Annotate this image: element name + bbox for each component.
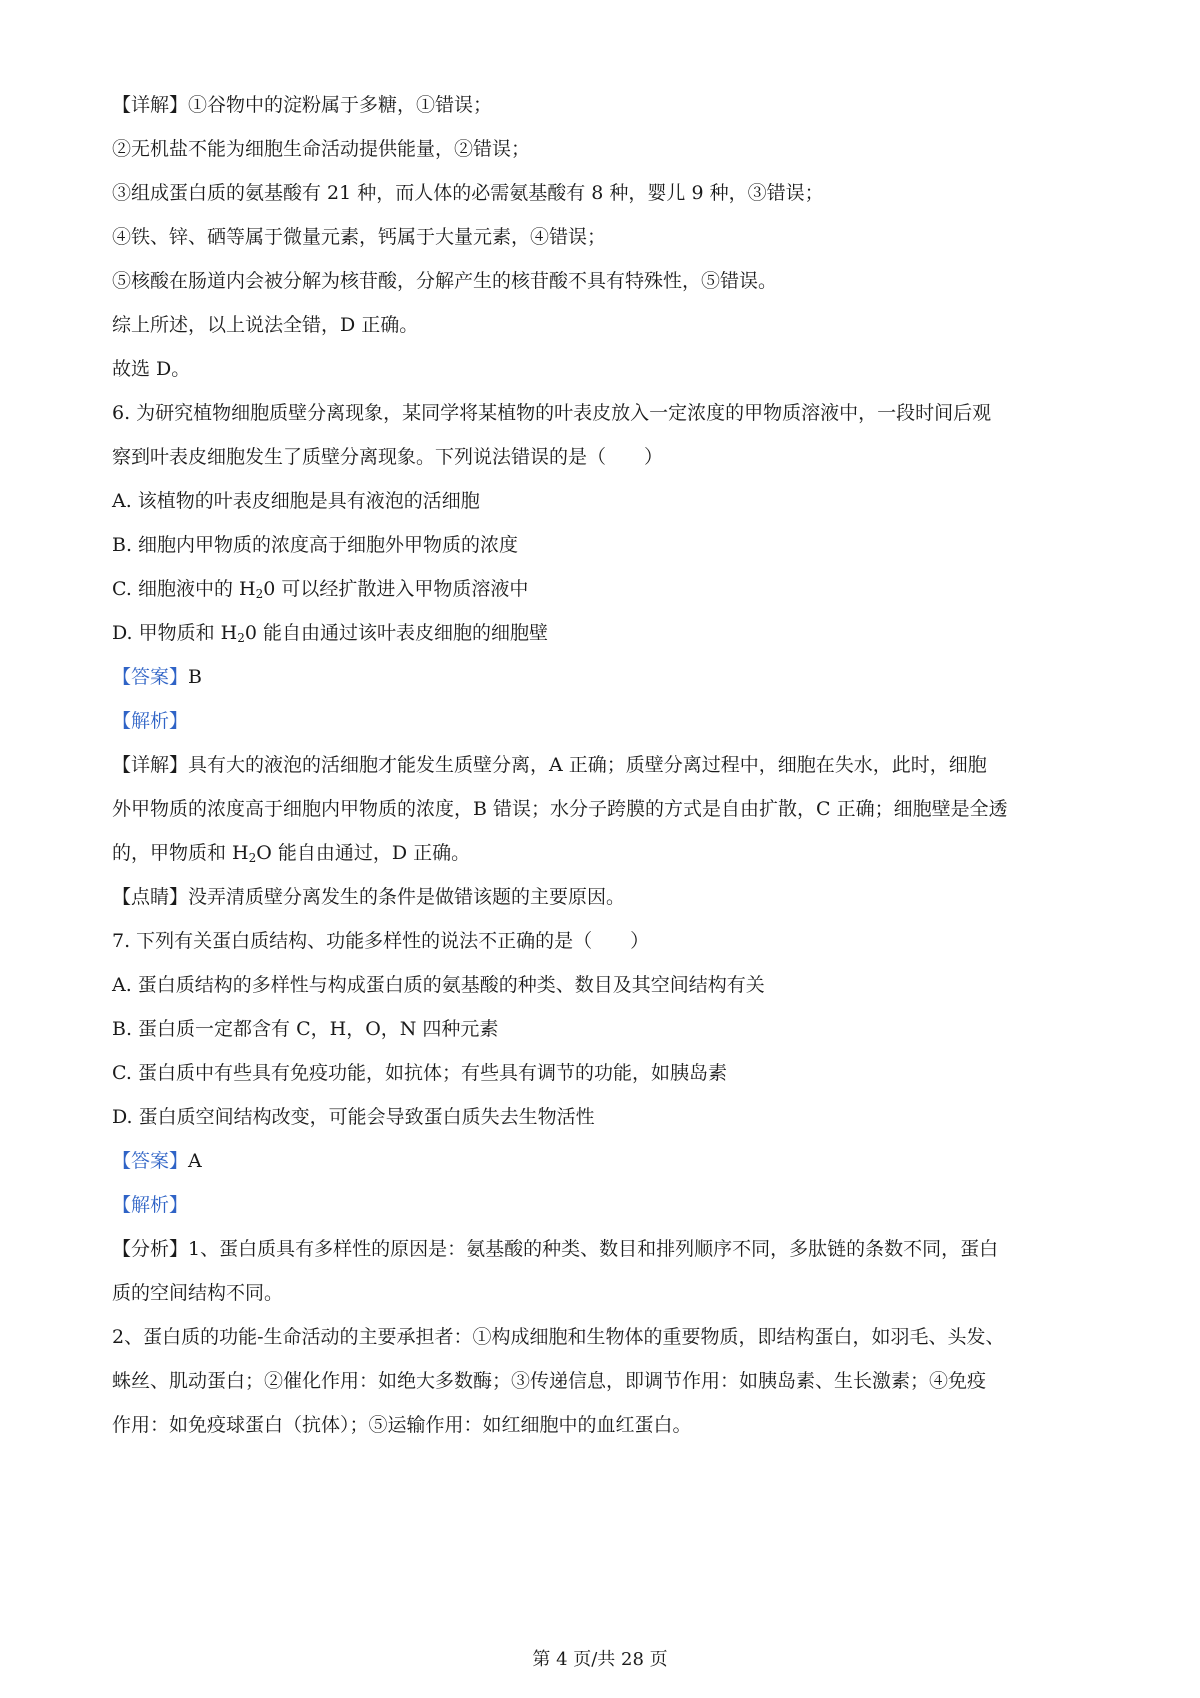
question-6-detail-2: 外甲物质的浓度高于细胞内甲物质的浓度，B 错误；水分子跨膜的方式是自由扩散，C 正确；细胞壁是全透 [112, 798, 1008, 820]
question-7-option-c: C. 蛋白质中有些具有免疫功能，如抗体；有些具有调节的功能，如胰岛素 [112, 1062, 727, 1084]
question-6-option-d: D. 甲物质和 $H_20$ 能自由通过该叶表皮细胞的细胞壁 [112, 622, 549, 645]
detail-line-3: ③组成蛋白质的氨基酸有 21 种，而人体的必需氨基酸有 8 种，婴儿 9 种，③错误； [112, 182, 824, 204]
summary-line: 综上所述，以上说法全错，D 正确。 [112, 314, 419, 336]
question-6-stem-2: 察到叶表皮细胞发生了质壁分离现象。下列说法错误的是（ ） [112, 446, 664, 468]
question-6-analysis-label: 【解析】 [112, 710, 189, 732]
detail-line-5: ⑤核酸在肠道内会被分解为核苷酸，分解产生的核苷酸不具有特殊性，⑤错误。 [112, 270, 778, 292]
answer-label: 【答案】 [112, 1150, 189, 1172]
question-6-stem-1: 6. 为研究植物细胞质壁分离现象，某同学将某植物的叶表皮放入一定浓度的甲物质溶液中，一段时间后观 [112, 402, 992, 424]
question-6-tip: 【点睛】没弄清质壁分离发生的条件是做错该题的主要原因。 [112, 886, 626, 908]
detail-line-4: ④铁、锌、硒等属于微量元素，钙属于大量元素，④错误； [112, 226, 607, 248]
question-7-option-a: A. 蛋白质结构的多样性与构成蛋白质的氨基酸的种类、数目及其空间结构有关 [112, 974, 765, 996]
question-7-analysis-1: 【分析】1、蛋白质具有多样性的原因是：氨基酸的种类、数目和排列顺序不同，多肽链的条数不同，蛋白 [112, 1238, 999, 1260]
question-6-option-c: C. 细胞液中的 $H_20$ 可以经扩散进入甲物质溶液中 [112, 578, 529, 601]
question-7-option-b: B. 蛋白质一定都含有 C，H，O，N 四种元素 [112, 1018, 499, 1040]
question-7-option-d: D. 蛋白质空间结构改变，可能会导致蛋白质失去生物活性 [112, 1106, 595, 1128]
question-6-detail-3: 的，甲物质和 $H_2O$ 能自由通过，D 正确。 [112, 842, 471, 865]
question-7-analysis-3: 2、蛋白质的功能-生命活动的主要承担者：①构成细胞和生物体的重要物质，即结构蛋白，如羽毛、头发、 [112, 1326, 1005, 1348]
choice-line: 故选 D。 [112, 358, 191, 380]
question-7-answer: 【答案】A [112, 1150, 202, 1172]
page-number: 第 4 页/共 28 页 [532, 1649, 668, 1670]
question-6-detail-1: 【详解】具有大的液泡的活细胞才能发生质壁分离，A 正确；质壁分离过程中，细胞在失水，此时，细胞 [112, 754, 987, 776]
question-6-option-b: B. 细胞内甲物质的浓度高于细胞外甲物质的浓度 [112, 534, 519, 556]
question-7-analysis-4: 蛛丝、肌动蛋白；②催化作用：如绝大多数酶；③传递信息，即调节作用：如胰岛素、生长激素；④免疫 [112, 1370, 987, 1392]
question-6-answer: 【答案】B [112, 666, 202, 688]
detail-line-1: 【详解】①谷物中的淀粉属于多糖，①错误； [112, 94, 493, 116]
question-6-option-a: A. 该植物的叶表皮细胞是具有液泡的活细胞 [112, 490, 480, 512]
detail-line-2: ②无机盐不能为细胞生命活动提供能量，②错误； [112, 138, 531, 160]
question-7-analysis-label: 【解析】 [112, 1194, 189, 1216]
question-7-analysis-2: 质的空间结构不同。 [112, 1282, 284, 1304]
question-7-analysis-5: 作用：如免疫球蛋白（抗体）；⑤运输作用：如红细胞中的血红蛋白。 [112, 1414, 692, 1436]
answer-label: 【答案】 [112, 666, 189, 688]
question-7-stem: 7. 下列有关蛋白质结构、功能多样性的说法不正确的是（ ） [112, 930, 650, 952]
